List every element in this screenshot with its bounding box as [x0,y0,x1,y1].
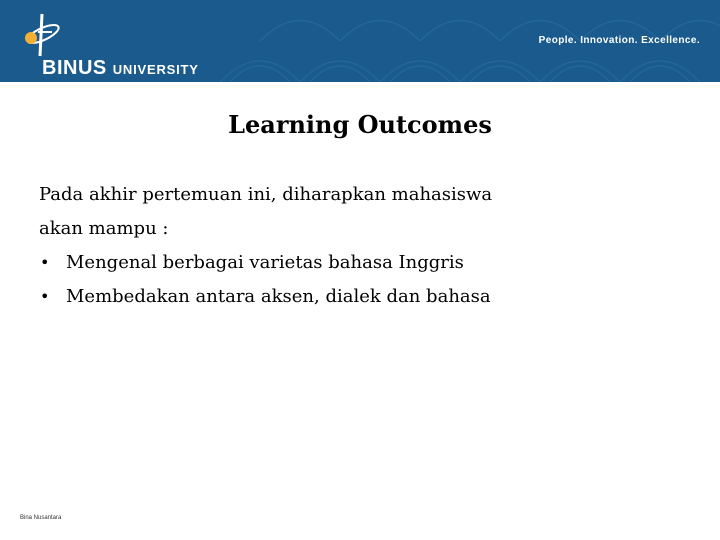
header-tagline: People. Innovation. Excellence. [538,35,700,46]
footer-text: Bina Nusantara [20,515,62,521]
header-banner [0,0,720,82]
outcome-item [39,280,679,314]
slide-body [39,178,679,314]
slide-title: Learning Outcomes [228,110,492,139]
outcome-list [39,246,679,314]
intro-line-1: Pada akhir pertemuan ini, diharapkan mahasiswa [39,184,493,205]
bullet-glyph: • [40,287,50,306]
logo-brand-suffix: UNIVERSITY [112,62,199,77]
bullet-glyph: • [40,253,50,272]
intro-line-2: akan mampu : [39,218,169,239]
outcome-text: Mengenal berbagai varietas bahasa Inggris [66,252,464,273]
binus-logo [16,12,216,79]
logo-brand: BINUS [42,57,107,79]
outcome-text: Membedakan antara aksen, dialek dan bahasa [66,286,491,307]
binus-logo-icon [16,12,76,62]
logo-wordmark [42,56,199,82]
outcome-item [39,246,679,280]
